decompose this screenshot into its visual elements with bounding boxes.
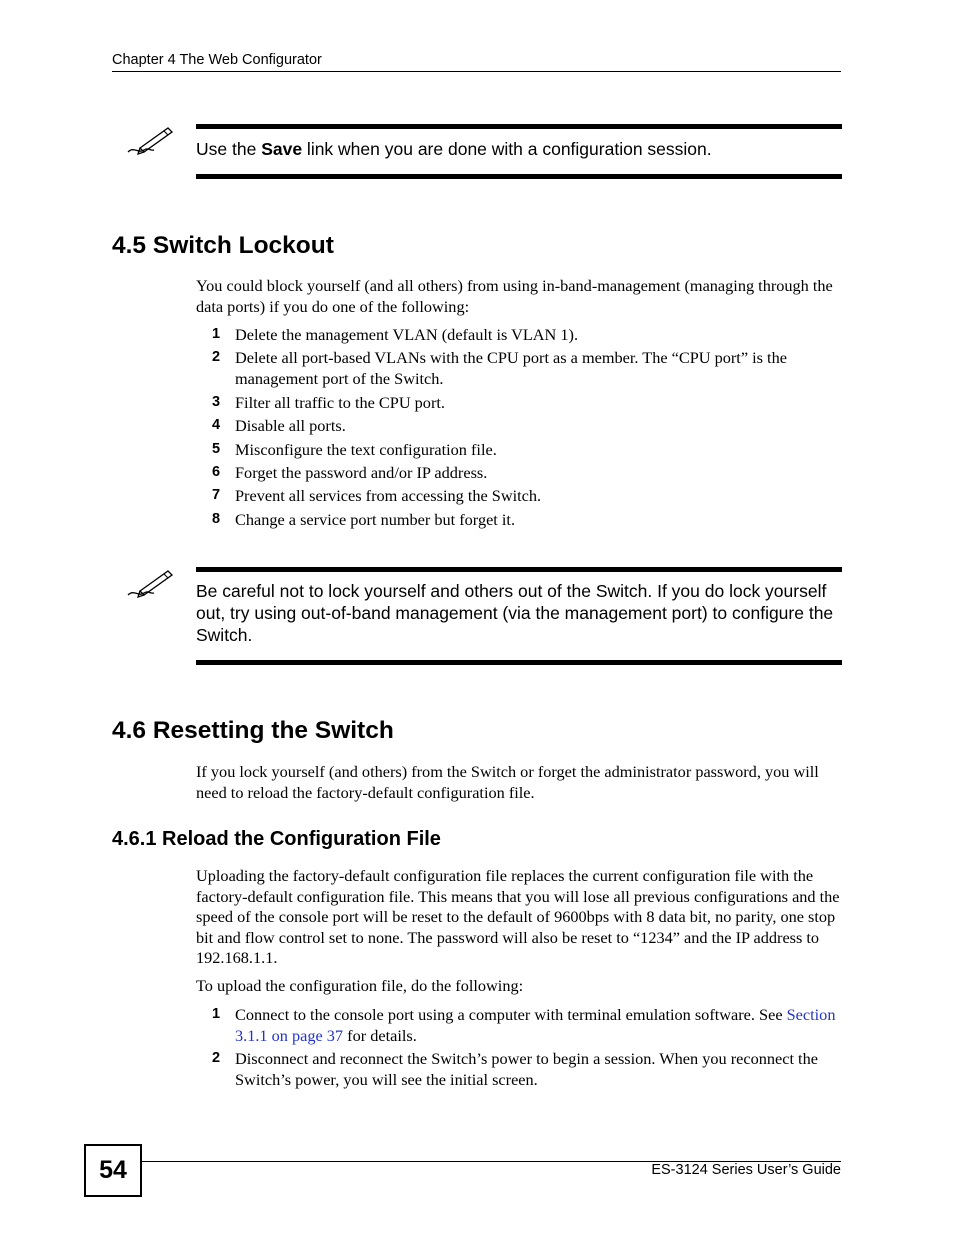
note-bottom-rule <box>196 660 842 665</box>
note-text: Use the Save link when you are done with a configuration session. <box>196 139 712 159</box>
section-heading-resetting-switch: 4.6 Resetting the Switch <box>112 717 394 744</box>
list-item: 7 Prevent all services from accessing the Switch. <box>212 486 542 506</box>
list-item: 2 Disconnect and reconnect the Switch’s power to begin a session. When you reconnect the Switch’s power, you will see the initial screen. <box>212 1049 818 1090</box>
pencil-icon <box>124 567 174 601</box>
list-item: 3 Filter all traffic to the CPU port. <box>212 392 445 412</box>
list-item: 8 Change a service port number but forget it. <box>212 509 516 529</box>
list-item: 5 Misconfigure the text configuration file. <box>212 439 497 459</box>
list-item: 1 Connect to the console port using a computer with terminal emulation software. See Section 3.1.1 on page 37 for details. <box>212 1005 836 1045</box>
running-header: Chapter 4 The Web Configurator <box>112 52 322 68</box>
upload-steps-list <box>196 1004 844 1093</box>
header-rule <box>112 71 841 72</box>
page-number: 54 <box>84 1144 142 1197</box>
guide-title: ES-3124 Series User’s Guide <box>651 1162 841 1178</box>
note-text: Be careful not to lock yourself and others out of the Switch. If you do lock yourself out, try using out-of-band management (via the management port) to configure the Switch. <box>196 581 834 645</box>
note-save <box>196 124 842 179</box>
section-heading-switch-lockout: 4.5 Switch Lockout <box>112 232 334 259</box>
lockout-steps-list <box>196 324 844 532</box>
save-keyword: Save <box>261 139 303 159</box>
note-lockout-warning <box>196 567 842 665</box>
subsection-heading-reload-config: 4.6.1 Reload the Configuration File <box>112 828 441 850</box>
note-bottom-rule <box>196 174 842 179</box>
section-intro: You could block yourself (and all others) from using in-band-management (managing through the data ports) if you do one of the following: <box>196 276 833 316</box>
list-item: 6 Forget the password and/or IP address. <box>212 462 488 482</box>
list-item: 2 Delete all port-based VLANs with the CPU port as a member. The “CPU port” is the management port of the Switch. <box>212 348 787 389</box>
pencil-icon <box>124 124 174 158</box>
list-item: 1 Delete the management VLAN (default is VLAN 1). <box>212 325 579 344</box>
section-intro: If you lock yourself (and others) from the Switch or forget the administrator password, you will need to reload the factory-default configuration file. <box>196 762 819 802</box>
upload-instructions-intro: To upload the configuration file, do the following: <box>196 976 524 995</box>
list-item: 4 Disable all ports. <box>212 416 346 436</box>
reload-paragraph: Uploading the factory-default configuration file replaces the current configuration file with the factory-default configuration file. This means that you will lose all previous configurations and the speed of the console port will be reset to the default of 9600bps with 8 data bit, no parity, one stop bit and flow control set to none. The password will also be reset to “1234” and the IP address to 192.168.1.1. <box>196 866 840 967</box>
section-cross-reference-link[interactable]: Section 3.1.1 on page 37 <box>235 1005 836 1045</box>
